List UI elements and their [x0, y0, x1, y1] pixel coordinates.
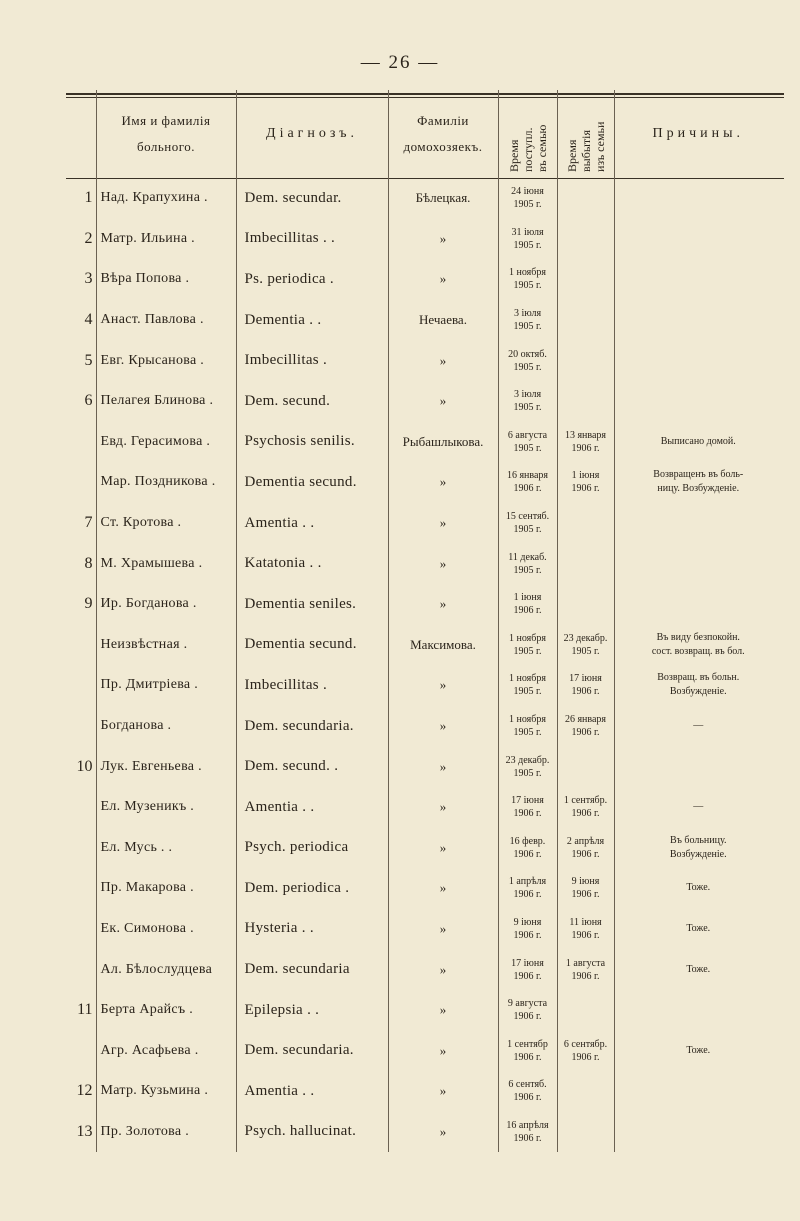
reason	[614, 543, 782, 584]
date-admitted-line-1: 6 сентяб.	[508, 1079, 547, 1091]
reason	[614, 1071, 782, 1112]
date-admitted-line-2: 1906 г.	[513, 1051, 542, 1063]
date-admitted-line-2: 1906 г.	[513, 1092, 542, 1104]
table-row	[66, 787, 782, 828]
header-time-out-line-1: Время	[564, 139, 579, 172]
date-admitted-line-2: 1905 г.	[513, 564, 542, 576]
patient-name: М. Храмышева .	[96, 543, 236, 584]
date-discharged-line-2: 1905 г.	[571, 645, 600, 657]
header-time-out-text	[565, 92, 607, 172]
table-row	[66, 543, 782, 584]
date-discharged	[557, 990, 614, 1031]
diagnosis: Dementia . .	[236, 300, 388, 341]
row-number: 10	[76, 757, 93, 775]
diagnosis: Imbecillitas .	[236, 665, 388, 706]
date-discharged-line-1: 1 сентябр.	[563, 795, 608, 807]
date-discharged-line-2: 1906 г.	[571, 483, 600, 495]
date-admitted-line-2: 1905 г.	[513, 767, 542, 779]
table-row	[66, 422, 782, 463]
date-admitted-line-2: 1906 г.	[513, 1132, 542, 1144]
table-row	[66, 462, 782, 503]
reason	[614, 625, 782, 666]
date-admitted	[498, 665, 557, 706]
reason	[614, 584, 782, 625]
date-discharged	[557, 625, 614, 666]
header-time-out-line-3: изъ семьи	[592, 121, 607, 172]
date-admitted-line-1: 9 іюня	[513, 916, 542, 928]
date-admitted-line-1: 3 іюля	[513, 308, 542, 320]
reason-line-2: Возбужденіе.	[669, 848, 727, 860]
patient-name: Ек. Симонова .	[96, 909, 236, 950]
diagnosis: Psych. periodica	[236, 828, 388, 869]
row-number: 13	[76, 1122, 93, 1140]
reason	[614, 990, 782, 1031]
reason-line-1: Въ больницу.	[670, 834, 727, 846]
date-discharged-line-2: 1906 г.	[571, 848, 600, 860]
date-admitted-line-2: 1905 г.	[513, 442, 542, 454]
patients-table	[66, 90, 782, 1152]
date-discharged-line-1: 26 января	[564, 714, 607, 726]
table-row	[66, 503, 782, 544]
row-number	[66, 949, 96, 990]
row-number	[66, 462, 96, 503]
host-family: »	[388, 665, 498, 706]
date-admitted-line-1: 9 августа	[507, 998, 548, 1010]
host-family: »	[388, 584, 498, 625]
date-admitted-line-2: 1905 г.	[513, 402, 542, 414]
date-admitted-line-2: 1906 г.	[513, 1011, 542, 1023]
reason	[614, 706, 782, 747]
row-number: 7	[84, 514, 93, 532]
reason-line-1: Выписано домой.	[660, 435, 736, 447]
patient-name: Вѣра Попова .	[96, 259, 236, 300]
patient-name: Пр. Дмитріева .	[96, 665, 236, 706]
reason-line-1: —	[693, 720, 704, 732]
date-admitted	[498, 1112, 557, 1153]
host-family: »	[388, 746, 498, 787]
date-discharged	[557, 422, 614, 463]
reason	[614, 300, 782, 341]
diagnosis: Dementia secund.	[236, 625, 388, 666]
date-admitted-line-1: 20 октяб.	[508, 348, 547, 360]
host-family: »	[388, 543, 498, 584]
patient-name: Матр. Ильина .	[96, 219, 236, 260]
date-admitted-line-2: 1905 г.	[513, 361, 542, 373]
date-admitted	[498, 219, 557, 260]
date-admitted-line-2: 1906 г.	[513, 970, 542, 982]
host-family: »	[388, 706, 498, 747]
date-admitted	[498, 422, 557, 463]
date-admitted-line-1: 6 августа	[507, 429, 548, 441]
date-admitted-line-1: 16 апрѣля	[506, 1119, 549, 1131]
reason	[614, 462, 782, 503]
diagnosis: Dem. secundaria.	[236, 706, 388, 747]
date-discharged-line-2: 1906 г.	[571, 727, 600, 739]
host-family: »	[388, 1030, 498, 1071]
reason-line-1: Въ виду безпокойн.	[656, 631, 740, 643]
date-admitted-line-2: 1905 г.	[513, 239, 542, 251]
date-discharged-line-2: 1906 г.	[571, 1051, 600, 1063]
date-discharged	[557, 584, 614, 625]
row-number: 6	[84, 392, 93, 410]
date-admitted-line-1: 1 ноября	[509, 673, 546, 685]
date-admitted	[498, 300, 557, 341]
patient-name: Евг. Крысанова .	[96, 340, 236, 381]
diagnosis: Dementia seniles.	[236, 584, 388, 625]
row-number: 5	[84, 351, 93, 369]
date-discharged-line-1: 11 іюня	[569, 916, 602, 928]
row-number	[66, 909, 96, 950]
date-discharged	[557, 1071, 614, 1112]
reason	[614, 503, 782, 544]
header-time-in	[498, 90, 557, 178]
host-family: »	[388, 909, 498, 950]
date-discharged-line-2: 1906 г.	[571, 970, 600, 982]
row-number: 12	[76, 1082, 93, 1100]
patient-name: Неизвѣстная .	[96, 625, 236, 666]
host-family: »	[388, 340, 498, 381]
date-discharged-line-1: 9 іюня	[571, 876, 600, 888]
date-admitted-line-1: 23 декабр.	[505, 754, 550, 766]
date-discharged	[557, 746, 614, 787]
date-discharged	[557, 178, 614, 219]
header-hosts-line-1: Фамиліи	[417, 113, 469, 128]
date-admitted-line-1: 3 іюля	[513, 389, 542, 401]
host-family: Бѣлецкая.	[388, 178, 498, 219]
table-row	[66, 625, 782, 666]
date-admitted-line-1: 15 сентяб.	[505, 511, 550, 523]
diagnosis: Epilepsia . .	[236, 990, 388, 1031]
host-family: Нечаева.	[388, 300, 498, 341]
date-admitted-line-2: 1905 г.	[513, 199, 542, 211]
reason	[614, 787, 782, 828]
diagnosis: Imbecillitas . .	[236, 219, 388, 260]
patient-name: Евд. Герасимова .	[96, 422, 236, 463]
reason-line-1: Возвращ. въ больн.	[657, 672, 740, 684]
patient-name: Ир. Богданова .	[96, 584, 236, 625]
date-discharged	[557, 706, 614, 747]
diagnosis: Amentia . .	[236, 503, 388, 544]
date-discharged-line-2: 1906 г.	[571, 808, 600, 820]
host-family: »	[388, 1112, 498, 1153]
date-discharged-line-2: 1906 г.	[571, 442, 600, 454]
header-time-in-line-2: поступл.	[520, 127, 535, 172]
diagnosis: Dem. secundar.	[236, 178, 388, 219]
date-discharged-line-1: 1 іюня	[571, 470, 600, 482]
diagnosis: Katatonia . .	[236, 543, 388, 584]
table-row	[66, 706, 782, 747]
date-discharged	[557, 868, 614, 909]
row-number: 8	[84, 554, 93, 572]
reason	[614, 868, 782, 909]
patient-name: Над. Крапухина .	[96, 178, 236, 219]
page-number: — 26 —	[360, 52, 440, 73]
table-row	[66, 665, 782, 706]
date-admitted-line-1: 16 февр.	[509, 835, 546, 847]
date-discharged	[557, 503, 614, 544]
date-admitted-line-2: 1906 г.	[513, 889, 542, 901]
reason	[614, 746, 782, 787]
date-admitted	[498, 746, 557, 787]
date-discharged	[557, 828, 614, 869]
host-family: »	[388, 868, 498, 909]
reason-line-1: Возвращенъ въ боль-	[653, 469, 744, 481]
date-discharged	[557, 340, 614, 381]
diagnosis: Dem. secundaria.	[236, 1030, 388, 1071]
patient-name: Лук. Евгеньева .	[96, 746, 236, 787]
date-discharged-line-1: 17 іюня	[569, 673, 602, 685]
date-discharged	[557, 1030, 614, 1071]
header-time-out-line-2: выбытія	[578, 130, 593, 172]
header-hosts	[388, 90, 498, 178]
date-admitted-line-2: 1905 г.	[513, 727, 542, 739]
date-discharged	[557, 219, 614, 260]
table-row	[66, 259, 782, 300]
reason	[614, 909, 782, 950]
reason	[614, 340, 782, 381]
patient-name: Пр. Макарова .	[96, 868, 236, 909]
date-admitted-line-1: 24 іюня	[511, 186, 544, 198]
row-number: 11	[77, 1001, 93, 1019]
date-admitted	[498, 868, 557, 909]
header-reasons: Причины.	[614, 90, 782, 178]
date-discharged	[557, 909, 614, 950]
table-row	[66, 1030, 782, 1071]
date-discharged-line-1: 2 апрѣля	[566, 835, 605, 847]
date-admitted-line-2: 1906 г.	[513, 808, 542, 820]
diagnosis: Dementia secund.	[236, 462, 388, 503]
date-admitted	[498, 178, 557, 219]
header-patient-name	[96, 90, 236, 178]
date-discharged-line-2: 1906 г.	[571, 686, 600, 698]
date-admitted-line-1: 1 ноября	[509, 714, 546, 726]
table-row	[66, 340, 782, 381]
patient-name: Ел. Музеникъ .	[96, 787, 236, 828]
patient-name: Берта Арайсъ .	[96, 990, 236, 1031]
date-admitted-line-1: 1 ноября	[509, 632, 546, 644]
row-number	[66, 1030, 96, 1071]
host-family: »	[388, 219, 498, 260]
row-number: 3	[84, 270, 93, 288]
table-row	[66, 868, 782, 909]
host-family: »	[388, 503, 498, 544]
reason	[614, 1112, 782, 1153]
reason	[614, 422, 782, 463]
date-discharged-line-1: 6 сентябр.	[563, 1038, 608, 1050]
host-family: »	[388, 787, 498, 828]
date-admitted-line-1: 1 апрѣля	[508, 876, 547, 888]
row-number: 2	[84, 229, 93, 247]
reason-line-2: сост. возвращ. въ бол.	[651, 645, 745, 657]
diagnosis: Amentia . .	[236, 1071, 388, 1112]
date-discharged	[557, 259, 614, 300]
host-family: »	[388, 259, 498, 300]
date-admitted-line-2: 1905 г.	[513, 321, 542, 333]
diagnosis: Dem. periodica .	[236, 868, 388, 909]
date-admitted	[498, 1071, 557, 1112]
diagnosis: Psychosis senilis.	[236, 422, 388, 463]
date-admitted-line-1: 1 ноября	[509, 267, 546, 279]
table-row	[66, 990, 782, 1031]
host-family: Рыбашлыкова.	[388, 422, 498, 463]
date-discharged	[557, 462, 614, 503]
header-time-out	[557, 90, 614, 178]
date-admitted-line-2: 1906 г.	[513, 605, 542, 617]
table-row	[66, 584, 782, 625]
date-admitted	[498, 706, 557, 747]
host-family: »	[388, 828, 498, 869]
date-admitted-line-1: 1 сентябр	[507, 1038, 548, 1050]
date-discharged-line-2: 1906 г.	[571, 889, 600, 901]
header-name-line-1: Имя и фамилія	[121, 113, 211, 128]
date-discharged	[557, 787, 614, 828]
row-number	[66, 422, 96, 463]
patient-name: Анаст. Павлова .	[96, 300, 236, 341]
diagnosis: Hysteria . .	[236, 909, 388, 950]
host-family: »	[388, 381, 498, 422]
date-admitted-line-2: 1906 г.	[513, 848, 542, 860]
patient-name: Пелагея Блинова .	[96, 381, 236, 422]
table-row	[66, 909, 782, 950]
row-number	[66, 828, 96, 869]
header-time-in-text	[507, 92, 549, 172]
reason-line-1: —	[693, 801, 704, 813]
row-number	[66, 625, 96, 666]
date-admitted	[498, 381, 557, 422]
row-number: 1	[84, 189, 93, 207]
date-admitted	[498, 787, 557, 828]
host-family: »	[388, 990, 498, 1031]
date-discharged	[557, 665, 614, 706]
row-number	[66, 868, 96, 909]
reason-line-2: ницу. Возбужденіе.	[657, 483, 740, 495]
table-row	[66, 178, 782, 219]
date-admitted-line-2: 1905 г.	[513, 280, 542, 292]
row-number: 9	[84, 595, 93, 613]
patient-name: Матр. Кузьмина .	[96, 1071, 236, 1112]
date-admitted	[498, 990, 557, 1031]
date-admitted-line-2: 1905 г.	[513, 686, 542, 698]
header-number	[66, 90, 96, 178]
date-admitted-line-2: 1905 г.	[513, 524, 542, 536]
date-admitted	[498, 949, 557, 990]
date-discharged	[557, 381, 614, 422]
header-hosts-line-2: домохозяекъ.	[403, 139, 483, 154]
header-diagnosis: Діагнозъ.	[236, 90, 388, 178]
table-row	[66, 219, 782, 260]
header-time-in-line-3: въ семью	[534, 124, 549, 172]
date-admitted	[498, 259, 557, 300]
date-admitted	[498, 828, 557, 869]
row-number	[66, 706, 96, 747]
date-admitted	[498, 909, 557, 950]
diagnosis: Amentia . .	[236, 787, 388, 828]
date-admitted	[498, 584, 557, 625]
date-admitted	[498, 462, 557, 503]
date-admitted	[498, 1030, 557, 1071]
date-discharged-line-1: 13 января	[564, 429, 607, 441]
host-family: »	[388, 949, 498, 990]
patient-name: Богданова .	[96, 706, 236, 747]
date-admitted-line-1: 17 іюня	[511, 795, 544, 807]
diagnosis: Ps. periodica .	[236, 259, 388, 300]
date-admitted	[498, 503, 557, 544]
row-number: 4	[84, 311, 93, 329]
date-admitted-line-2: 1906 г.	[513, 929, 542, 941]
date-admitted	[498, 340, 557, 381]
date-discharged	[557, 949, 614, 990]
reason	[614, 381, 782, 422]
patient-name: Ст. Кротова .	[96, 503, 236, 544]
date-admitted-line-1: 11 декаб.	[508, 551, 547, 563]
reason	[614, 178, 782, 219]
reason	[614, 219, 782, 260]
patient-name: Агр. Асафьева .	[96, 1030, 236, 1071]
reason-line-1: Тоже.	[686, 882, 711, 894]
table-row	[66, 746, 782, 787]
reason	[614, 949, 782, 990]
patient-name: Ал. Бѣлослудцева	[96, 949, 236, 990]
patient-name: Пр. Золотова .	[96, 1112, 236, 1153]
date-discharged	[557, 1112, 614, 1153]
date-admitted-line-1: 31 іюля	[511, 226, 544, 238]
date-admitted-line-1: 1 іюня	[513, 592, 542, 604]
diagnosis: Dem. secundaria	[236, 949, 388, 990]
reason-line-1: Тоже.	[686, 963, 711, 975]
date-admitted	[498, 625, 557, 666]
row-number	[66, 665, 96, 706]
table-row	[66, 381, 782, 422]
reason-line-2: Возбужденіе.	[669, 686, 727, 698]
date-admitted-line-1: 16 января	[506, 470, 549, 482]
patient-name: Мар. Поздникова .	[96, 462, 236, 503]
date-admitted-line-1: 17 іюня	[511, 957, 544, 969]
patient-name: Ел. Мусь . .	[96, 828, 236, 869]
table-row	[66, 1112, 782, 1153]
date-discharged-line-1: 23 декабр.	[563, 632, 608, 644]
date-discharged	[557, 300, 614, 341]
reason	[614, 1030, 782, 1071]
date-discharged-line-2: 1906 г.	[571, 929, 600, 941]
date-discharged-line-1: 1 августа	[565, 957, 606, 969]
header-row	[66, 90, 782, 178]
header-time-in-line-1: Время	[506, 139, 521, 172]
reason-line-1: Тоже.	[686, 1044, 711, 1056]
table-row	[66, 1071, 782, 1112]
table-row	[66, 949, 782, 990]
host-family: Максимова.	[388, 625, 498, 666]
table-row	[66, 300, 782, 341]
reason	[614, 259, 782, 300]
header-name-line-2: больного.	[136, 139, 196, 154]
diagnosis: Imbecillitas .	[236, 340, 388, 381]
diagnosis: Dem. secund.	[236, 381, 388, 422]
reason	[614, 828, 782, 869]
date-admitted	[498, 543, 557, 584]
row-number	[66, 787, 96, 828]
host-family: »	[388, 1071, 498, 1112]
table-row	[66, 828, 782, 869]
diagnosis: Psych. hallucinat.	[236, 1112, 388, 1153]
reason-line-1: Тоже.	[686, 922, 711, 934]
date-discharged	[557, 543, 614, 584]
date-admitted-line-2: 1905 г.	[513, 645, 542, 657]
host-family: »	[388, 462, 498, 503]
diagnosis: Dem. secund. .	[236, 746, 388, 787]
date-admitted-line-2: 1906 г.	[513, 483, 542, 495]
reason	[614, 665, 782, 706]
